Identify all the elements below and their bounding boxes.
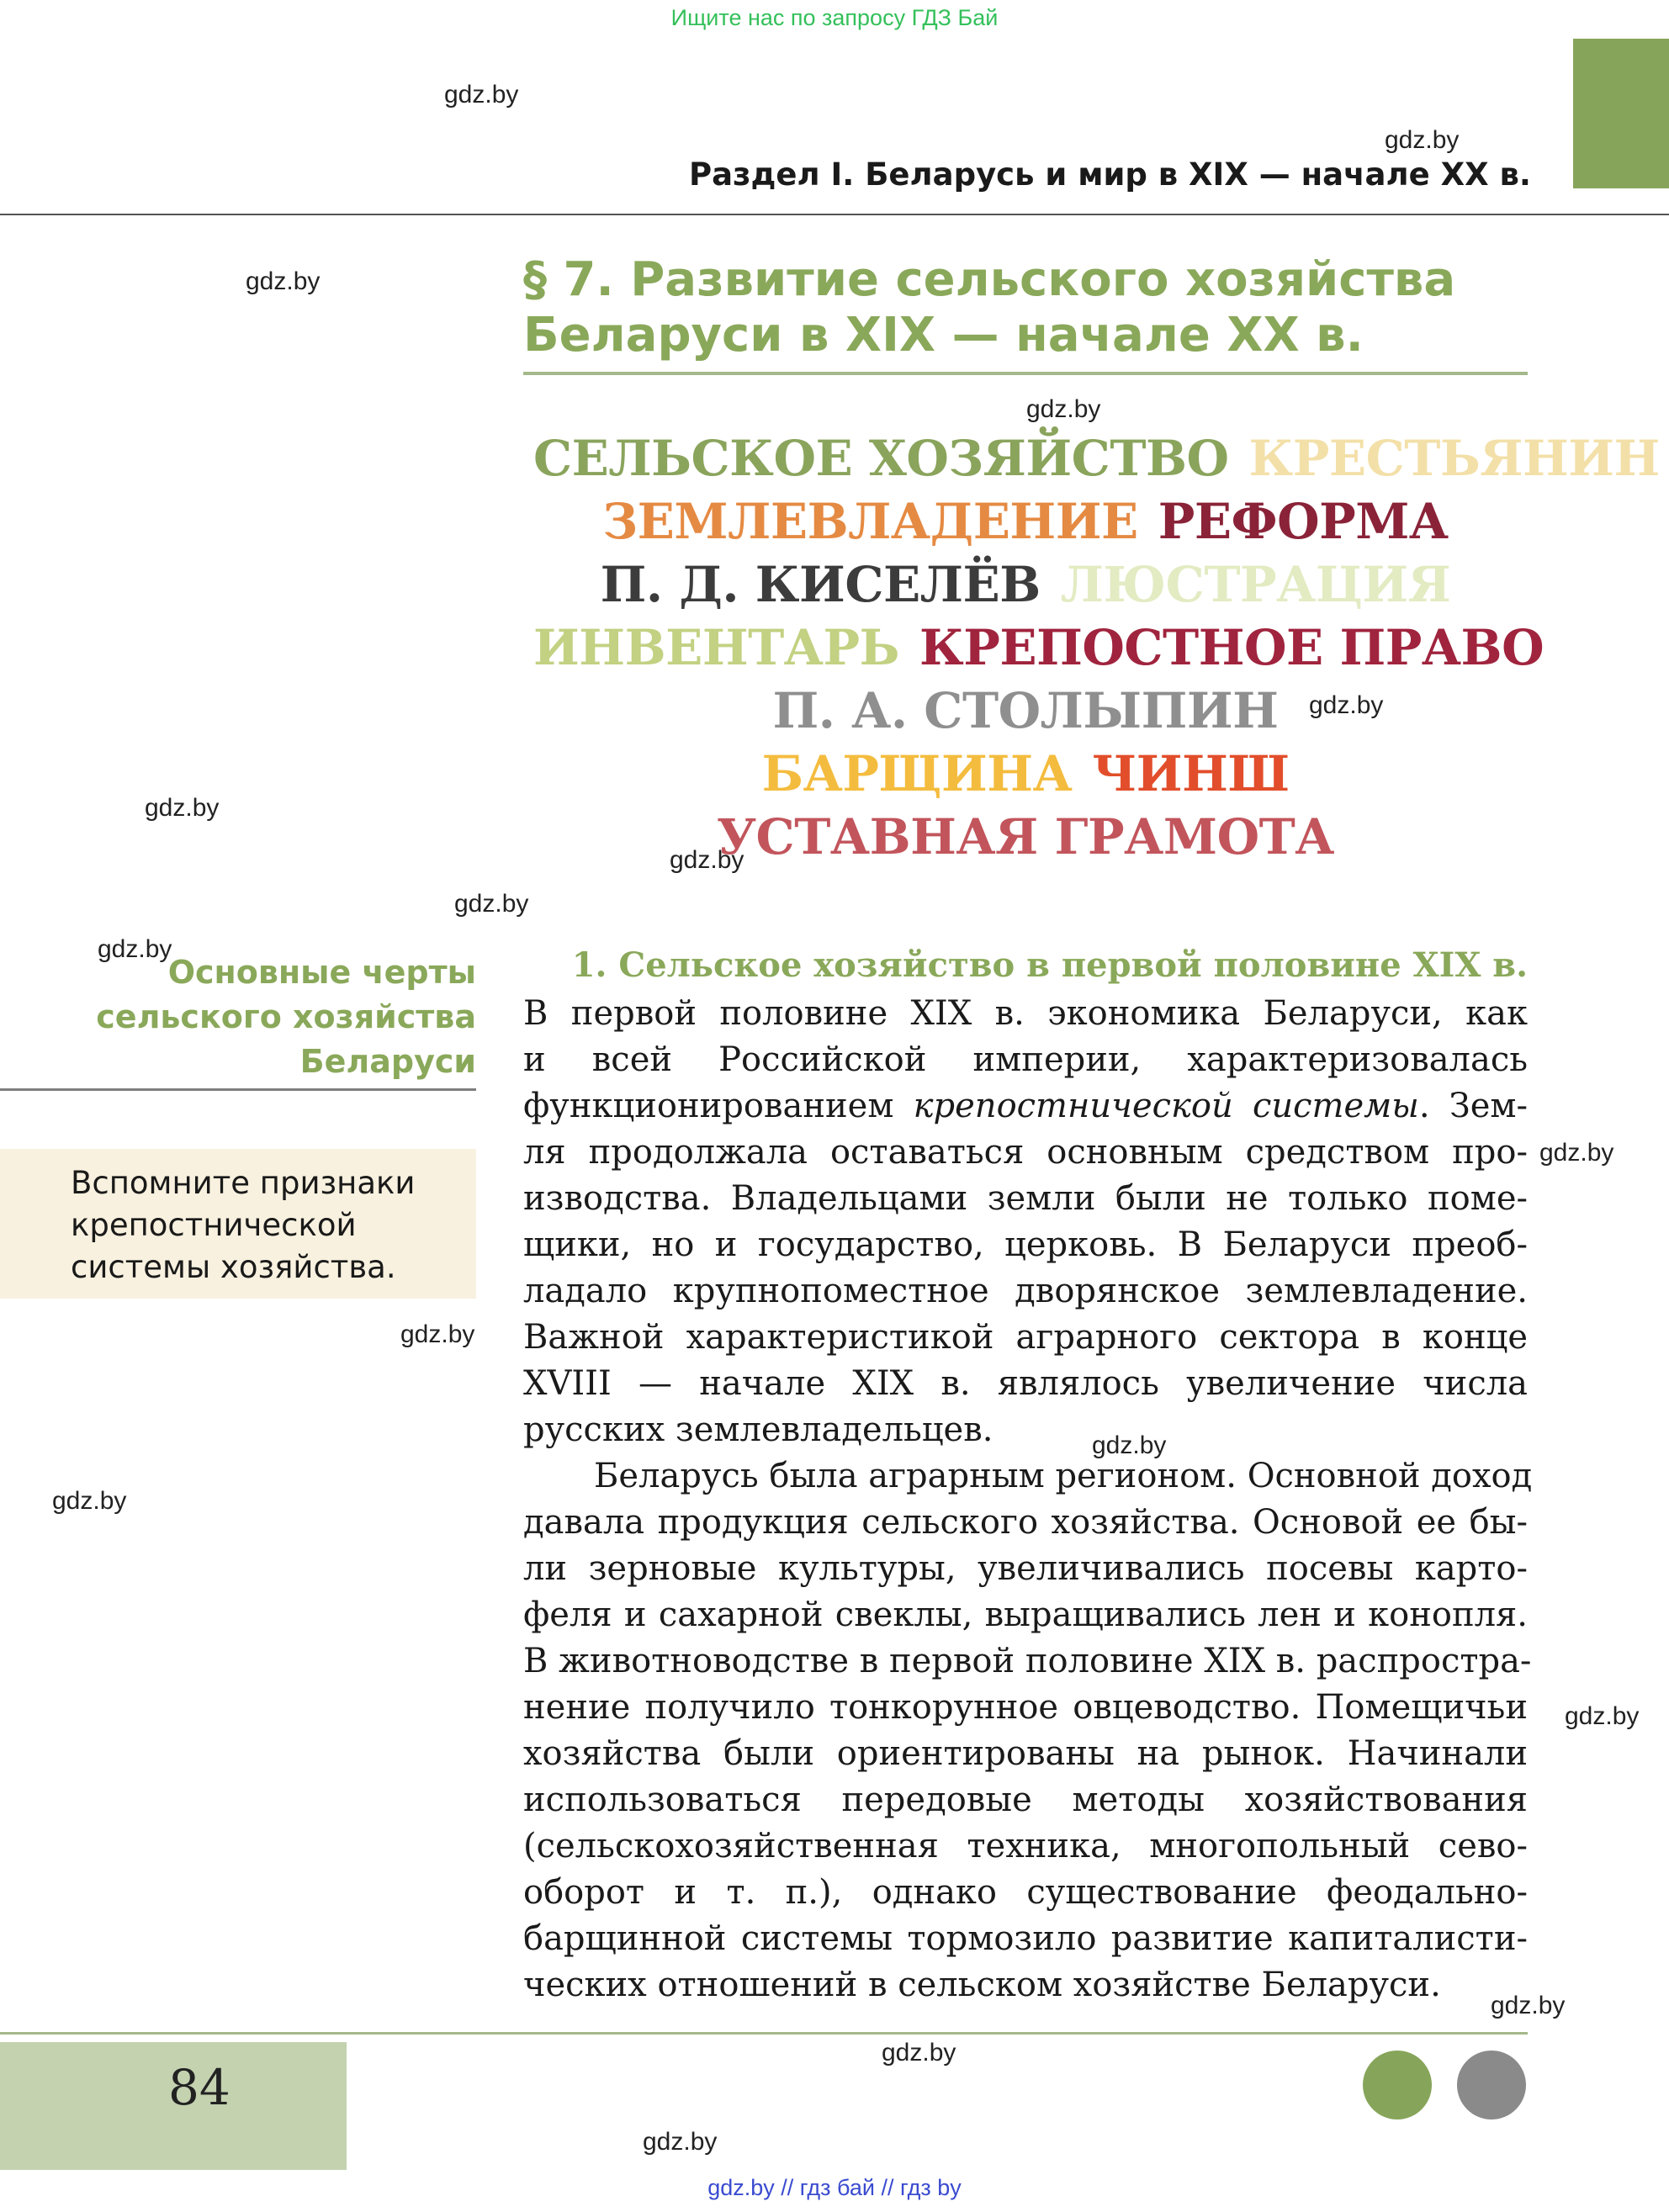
text-line: использоваться передовые методы хозяйствования (523, 1781, 1528, 1819)
margin-heading (84, 950, 476, 1084)
text-line: щики, но и государство, церковь. В Беларуси преоб- (523, 1225, 1528, 1264)
keyword-row (523, 617, 1544, 680)
text-line: оборот и т. п.), однако существование феодально- (523, 1873, 1528, 1912)
text-line: Беларусь была аграрным регионом. Основной доход (594, 1457, 1533, 1495)
text-line: В животноводстве в первой половине XIX в. распростра- (523, 1642, 1532, 1680)
watermark: gdz.by (444, 81, 519, 108)
section-header-title: Раздел I. Беларусь и мир в XIX — начале XX в. (688, 156, 1531, 193)
keyword-row (523, 553, 1528, 617)
margin-heading-line: Основные черты (167, 954, 476, 991)
note-line: Вспомните признаки (71, 1165, 416, 1201)
keyword: ЛЮСТРАЦИЯ (1060, 556, 1451, 613)
footer-divider (0, 2032, 1528, 2035)
note-line: крепостнической (71, 1207, 357, 1243)
watermark: gdz.by (1539, 1139, 1614, 1167)
keyword: ИНВЕНТАРЬ (533, 619, 900, 676)
text-line: В первой половине XIX в. экономика Беларуси, как (523, 994, 1528, 1033)
text-line: хозяйства были ориентированы на рынок. Начинали (523, 1734, 1528, 1773)
text-line: изводства. Владельцами земли были не только поме- (523, 1179, 1528, 1218)
corner-color-tab (1573, 39, 1669, 188)
green-dot-icon (1363, 2051, 1432, 2119)
margin-heading-line: сельского хозяйства (96, 998, 476, 1035)
text-line: XVIII — начале XIX в. являлось увеличение числа (523, 1364, 1528, 1403)
keyword: СЕЛЬСКОЕ ХОЗЯЙСТВО (533, 430, 1229, 487)
watermark: gdz.by (643, 2128, 718, 2156)
watermark: gdz.by (246, 267, 321, 295)
text-line: феля и сахарной свеклы, выращивались лен и конопля. (523, 1595, 1528, 1634)
keyword-row (523, 743, 1528, 806)
text-line (523, 1083, 1528, 1130)
keyword: КРЕСТЬЯНИН (1248, 430, 1660, 487)
keyword: БАРЩИНА (761, 745, 1073, 802)
keyword-cloud (523, 427, 1660, 869)
top-search-hint: Ищите нас по запросу ГДЗ Бай (670, 5, 999, 30)
chapter-title-line: § 7. Развитие сельского хозяйства (523, 252, 1456, 307)
watermark: gdz.by (1565, 1702, 1640, 1730)
keyword-row (523, 427, 1660, 490)
text-fragment: функционированием (523, 1087, 894, 1125)
text-line: ля продолжала оставаться основным средством про- (523, 1133, 1528, 1172)
keyword-row (523, 680, 1528, 743)
watermark: gdz.by (882, 2039, 956, 2066)
chapter-title-underline (523, 372, 1528, 375)
watermark: gdz.by (454, 890, 529, 918)
keyword: П. Д. КИСЕЛЁВ (600, 556, 1041, 613)
margin-divider (0, 1088, 476, 1091)
paragraph-1 (523, 991, 1528, 1453)
text-line: русских землевладельцев. (523, 1410, 993, 1449)
keyword-row (523, 490, 1528, 553)
text-line: барщинной системы тормозило развитие капиталисти- (523, 1919, 1528, 1958)
watermark: gdz.by (1026, 395, 1101, 423)
keyword: РЕФОРМА (1158, 493, 1449, 550)
text-line: Важной характеристикой аграрного сектора в конце (523, 1318, 1528, 1357)
bottom-links[interactable]: gdz.by // гдз бай // гдз by (707, 2175, 962, 2200)
text-line: ческих отношений в сельском хозяйстве Беларуси. (523, 1966, 1441, 2004)
header-divider (0, 214, 1669, 215)
keyword-row (523, 806, 1528, 869)
keyword: КРЕПОСТНОЕ ПРАВО (919, 619, 1544, 676)
note-line: системы хозяйства. (71, 1249, 396, 1285)
chapter-title-line: Беларуси в XIX — начале XX в. (523, 308, 1364, 362)
margin-heading-line: Беларуси (299, 1043, 476, 1080)
keyword: ЗЕМЛЕВЛАДЕНИЕ (602, 493, 1138, 550)
text-line: и всей Российской империи, характеризовалась (523, 1040, 1528, 1079)
watermark: gdz.by (1092, 1431, 1167, 1459)
text-line: нение получило тонкорунное овцеводство. Помещичьи (523, 1688, 1528, 1727)
watermark: gdz.by (1385, 126, 1460, 154)
keyword: П. А. СТОЛЫПИН (772, 682, 1279, 739)
watermark: gdz.by (670, 846, 744, 874)
watermark: gdz.by (145, 794, 220, 822)
chapter-title (523, 252, 1533, 363)
keyword: ЧИНШ (1092, 745, 1290, 802)
recall-note-text (71, 1162, 458, 1289)
text-fragment: . Зем- (1418, 1087, 1528, 1125)
gray-dot-icon (1457, 2051, 1526, 2119)
italic-term: крепостнической системы (913, 1087, 1419, 1125)
text-line: ли зерновые культуры, увеличивались посевы карто- (523, 1549, 1528, 1588)
text-line: давала продукция сельского хозяйства. Основой ее бы- (523, 1503, 1528, 1542)
keyword: УСТАВНАЯ ГРАМОТА (716, 808, 1335, 865)
watermark: gdz.by (98, 935, 172, 963)
watermark: gdz.by (1309, 691, 1384, 719)
watermark: gdz.by (1491, 1992, 1566, 2019)
text-line: (сельскохозяйственная техника, многопольный сево- (523, 1827, 1528, 1865)
watermark: gdz.by (52, 1487, 127, 1515)
page-number: 84 (168, 2059, 230, 2116)
text-line: ладало крупнопоместное дворянское землевладение. (523, 1272, 1528, 1310)
section-heading: 1. Сельское хозяйство в первой половине XIX в. (571, 945, 1528, 985)
watermark: gdz.by (400, 1320, 475, 1348)
paragraph-2 (523, 1453, 1533, 2008)
